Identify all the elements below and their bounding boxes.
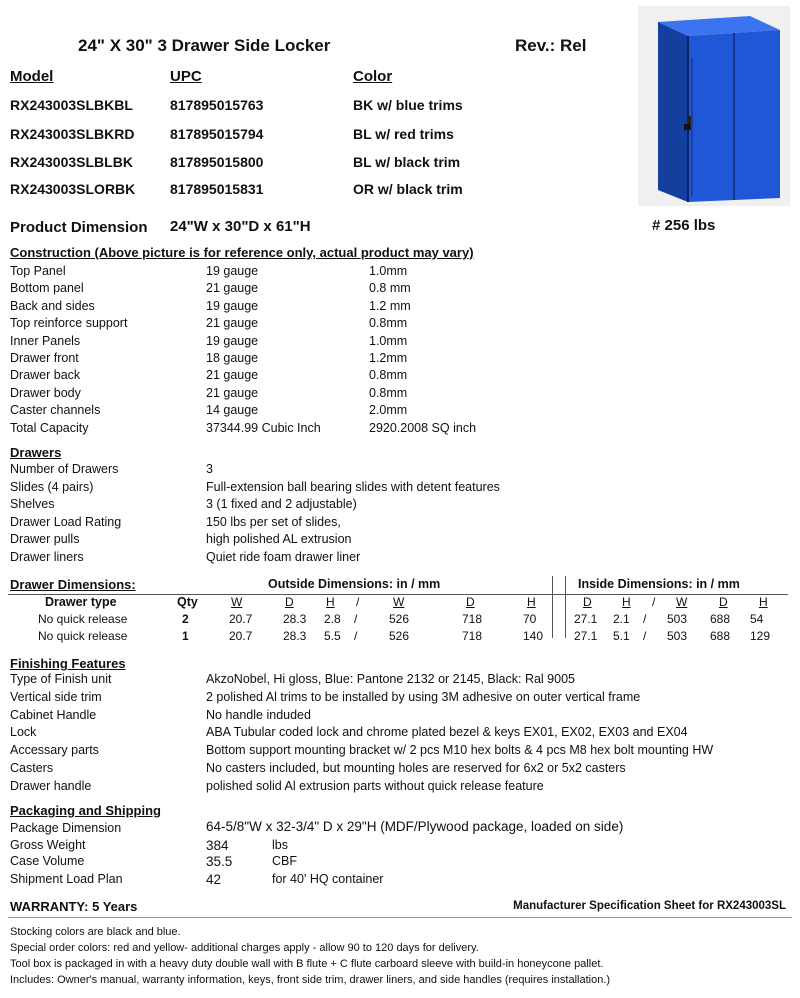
outside-dim-cell: 526 [389, 612, 410, 626]
construction-label: Back and sides [10, 298, 95, 313]
construction-label: Top reinforce support [10, 316, 128, 331]
finishing-label: Type of Finish unit [10, 672, 112, 686]
outside-dim-cell: / [354, 628, 358, 643]
drawer-spec-value: 150 lbs per set of slides, [206, 514, 341, 529]
construction-thickness: 1.0mm [369, 333, 408, 348]
outside-dim-cell: / [354, 612, 358, 626]
model-row-color: BL w/ red trims [353, 126, 454, 142]
outside-dimensions-title: Outside Dimensions: in / mm [268, 577, 441, 591]
model-row-color: BL w/ black trim [353, 154, 461, 170]
inside-dim-cell: 688 [710, 628, 731, 643]
drawer-spec-label: Drawer pulls [10, 532, 80, 547]
inside-dim-header: W [676, 595, 688, 609]
spec-sheet-label: Manufacturer Specification Sheet for RX243003SL [513, 900, 786, 912]
outside-dim-cell: 140 [523, 628, 544, 643]
model-row-model: RX243003SLORBK [10, 181, 136, 197]
finishing-label: Casters [10, 761, 54, 775]
inside-dim-header: H [759, 595, 768, 609]
construction-gauge: 21 gauge [206, 281, 259, 296]
drawer-spec-label: Drawer Load Rating [10, 514, 122, 529]
finishing-value: No handle induded [206, 707, 311, 722]
finishing-title: Finishing Features [10, 656, 126, 671]
inside-dim-cell: 5.1 [613, 628, 630, 643]
drawer-type-cell: No quick release [38, 628, 128, 643]
packaging-title: Packaging and Shipping [10, 803, 161, 818]
outside-dim-header: W [231, 595, 243, 609]
drawer-type-header: Drawer type [45, 595, 117, 609]
outside-dim-cell: 718 [462, 628, 483, 643]
construction-thickness: 2920.2008 SQ inch [369, 420, 477, 435]
locker-product-image [638, 6, 790, 206]
model-row-upc: 817895015831 [170, 181, 264, 197]
inside-dim-cell: 129 [750, 628, 771, 643]
packaging-value: 35.5 [206, 854, 233, 869]
outside-dim-header: D [285, 595, 294, 609]
finishing-value: ABA Tubular coded lock and chrome plated bezel & keys EX01, EX02, EX03 and EX04 [206, 725, 688, 740]
construction-thickness: 1.2mm [369, 351, 408, 365]
inside-dim-cell: 27.1 [574, 628, 598, 643]
inside-dim-cell: 503 [667, 628, 688, 643]
finishing-label: Drawer handle [10, 778, 92, 793]
footer-note: Special order colors: red and yellow- additional charges apply - allow 90 to 120 days for delivery. [10, 942, 479, 954]
outside-dim-header: H [326, 595, 335, 609]
finishing-value: polished solid Al extrusion parts without quick release feature [206, 778, 544, 793]
model-row-model: RX243003SLBKRD [10, 126, 135, 142]
finishing-label: Lock [10, 725, 37, 740]
model-row-color: OR w/ black trim [353, 181, 463, 197]
construction-thickness: 1.2 mm [369, 298, 411, 313]
color-header: Color [353, 68, 393, 85]
construction-gauge: 21 gauge [206, 368, 259, 383]
inside-dim-cell: 54 [750, 612, 764, 626]
construction-gauge: 18 gauge [206, 351, 259, 365]
model-row-model: RX243003SLBKBL [10, 97, 133, 113]
construction-label: Bottom panel [10, 281, 84, 296]
construction-gauge: 37344.99 Cubic Inch [206, 420, 321, 435]
warranty-label: WARRANTY: 5 Years [10, 899, 138, 914]
construction-gauge: 19 gauge [206, 264, 259, 278]
dims-vertical-divider [565, 576, 566, 638]
inside-dim-header: H [622, 595, 631, 609]
drawer-spec-label: Shelves [10, 497, 55, 512]
outside-dim-cell: 28.3 [283, 612, 307, 626]
finishing-value: Bottom support mounting bracket w/ 2 pcs M10 hex bolts & 4 pcs M8 hex bolt mounting HW [206, 743, 714, 758]
finishing-label: Accessary parts [10, 743, 99, 758]
outside-dim-cell: 2.8 [324, 612, 341, 626]
outside-dim-header: H [527, 595, 536, 609]
drawer-spec-label: Drawer liners [10, 550, 84, 564]
qty-cell: 1 [182, 628, 189, 643]
inside-dim-header: D [719, 595, 728, 609]
construction-label: Caster channels [10, 403, 101, 418]
drawer-dimensions-title: Drawer Dimensions: [10, 577, 136, 592]
construction-label: Total Capacity [10, 420, 89, 435]
model-row-model: RX243003SLBLBK [10, 154, 133, 170]
construction-gauge: 19 gauge [206, 333, 259, 348]
revision-label: Rev.: Rel [515, 36, 587, 55]
page-title: 24" X 30" 3 Drawer Side Locker [78, 36, 331, 55]
drawer-spec-value: Quiet ride foam drawer liner [206, 550, 361, 564]
drawer-spec-value: 3 [206, 462, 213, 476]
drawer-type-cell: No quick release [38, 612, 128, 626]
outside-dim-cell: 20.7 [229, 628, 253, 643]
model-header: Model [10, 68, 54, 85]
drawers-title: Drawers [10, 445, 62, 460]
finishing-label: Vertical side trim [10, 689, 102, 704]
finishing-value: No casters included, but mounting holes are reserved for 6x2 or 5x2 casters [206, 761, 626, 775]
packaging-unit: CBF [272, 854, 297, 868]
inside-dim-cell: 27.1 [574, 612, 598, 626]
outside-dim-cell: 526 [389, 628, 410, 643]
inside-dim-cell: / [643, 628, 647, 643]
construction-label: Drawer front [10, 351, 79, 365]
outside-dim-header: / [356, 595, 360, 609]
inside-dim-cell: 688 [710, 612, 731, 626]
footer-note: Tool box is packaged in with a heavy duty double wall with B flute + C flute carboard sleeve with build-in honeycone pallet. [10, 958, 604, 970]
dims-vertical-divider [552, 576, 553, 638]
qty-cell: 2 [182, 612, 189, 626]
packaging-unit: for 40' HQ container [272, 872, 384, 886]
drawer-spec-value: Full-extension ball bearing slides with detent features [206, 479, 500, 494]
inside-dimensions-title: Inside Dimensions: in / mm [578, 577, 740, 591]
inside-dim-header: D [583, 595, 592, 609]
inside-dim-cell: / [643, 612, 647, 626]
construction-gauge: 14 gauge [206, 403, 259, 418]
model-row-color: BK w/ blue trims [353, 97, 463, 113]
packaging-label: Shipment Load Plan [10, 872, 123, 886]
model-row-upc: 817895015800 [170, 154, 264, 170]
outside-dim-cell: 28.3 [283, 628, 307, 643]
product-weight: # 256 lbs [652, 217, 716, 234]
outside-dim-cell: 70 [523, 612, 537, 626]
construction-label: Inner Panels [10, 333, 81, 348]
outside-dim-header: D [466, 595, 475, 609]
construction-label: Drawer back [10, 368, 81, 383]
drawer-spec-label: Slides (4 pairs) [10, 479, 94, 494]
packaging-value: 384 [206, 838, 229, 853]
inside-dim-cell: 503 [667, 612, 688, 626]
product-dimension-label: Product Dimension [10, 219, 148, 236]
construction-thickness: 1.0mm [369, 264, 408, 278]
drawer-spec-value: high polished AL extrusion [206, 532, 352, 547]
model-row-upc: 817895015763 [170, 97, 264, 113]
construction-thickness: 0.8mm [369, 316, 408, 331]
finishing-value: AkzoNobel, Hi gloss, Blue: Pantone 2132 or 2145, Black: Ral 9005 [206, 672, 575, 686]
construction-thickness: 0.8mm [369, 385, 408, 400]
footer-note: Includes: Owner's manual, warranty information, keys, front side trim, drawer liners, and side handles (requires installation.) [10, 974, 611, 986]
packaging-value: 64-5/8"W x 32-3/4" D x 29"H (MDF/Plywood package, loaded on side) [206, 819, 624, 834]
footer-divider [8, 917, 792, 918]
construction-thickness: 0.8 mm [369, 281, 411, 296]
packaging-label: Case Volume [10, 854, 85, 868]
construction-thickness: 2.0mm [369, 403, 408, 418]
construction-gauge: 19 gauge [206, 298, 259, 313]
inside-dim-cell: 2.1 [613, 612, 630, 626]
construction-title: Construction (Above picture is for reference only, actual product may vary) [10, 245, 474, 260]
packaging-value: 42 [206, 872, 222, 887]
outside-dim-cell: 718 [462, 612, 483, 626]
finishing-value: 2 polished Al trims to be installed by using 3M adhesive on outer vertical frame [206, 689, 641, 704]
construction-gauge: 21 gauge [206, 316, 259, 331]
finishing-label: Cabinet Handle [10, 707, 97, 722]
upc-header: UPC [170, 68, 202, 85]
packaging-label: Gross Weight [10, 838, 86, 852]
construction-gauge: 21 gauge [206, 385, 259, 400]
footer-note: Stocking colors are black and blue. [10, 926, 181, 938]
outside-dim-cell: 20.7 [229, 612, 253, 626]
model-row-upc: 817895015794 [170, 126, 264, 142]
qty-header: Qty [177, 595, 198, 609]
outside-dim-cell: 5.5 [324, 628, 341, 643]
inside-dim-header: / [652, 595, 656, 609]
construction-label: Top Panel [10, 264, 66, 278]
drawer-spec-value: 3 (1 fixed and 2 adjustable) [206, 497, 357, 512]
drawer-spec-label: Number of Drawers [10, 462, 119, 476]
outside-dim-header: W [393, 595, 405, 609]
packaging-label: Package Dimension [10, 821, 122, 835]
product-dimension-value: 24"W x 30"D x 61"H [170, 218, 311, 235]
packaging-unit: lbs [272, 838, 288, 852]
construction-label: Drawer body [10, 385, 81, 400]
construction-thickness: 0.8mm [369, 368, 408, 383]
